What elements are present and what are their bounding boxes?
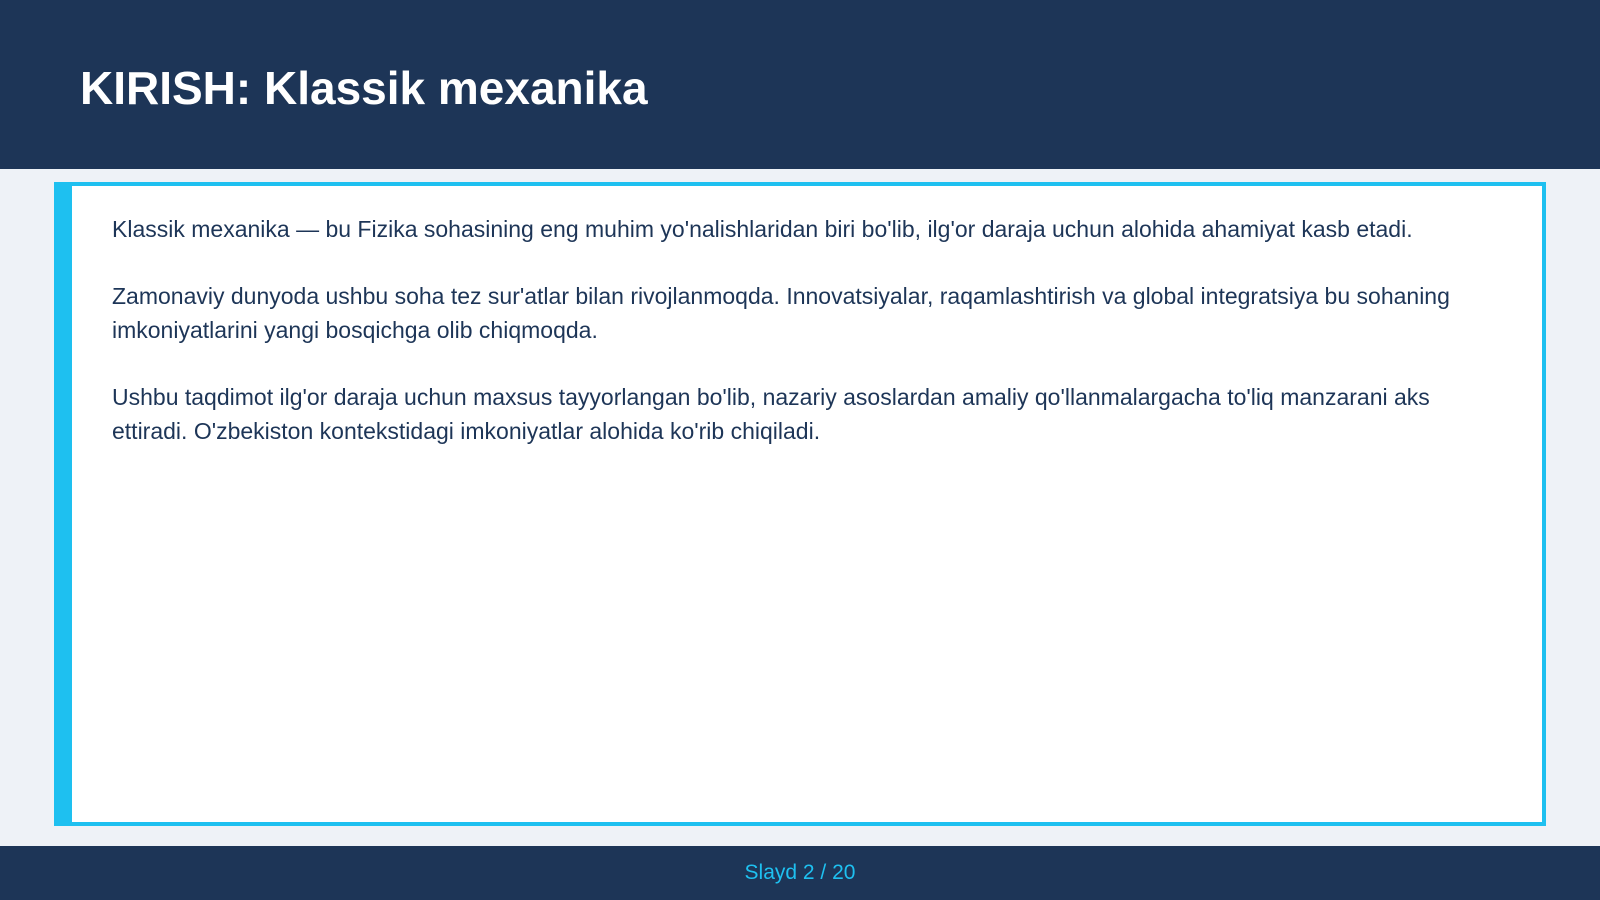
content-body — [112, 212, 1492, 481]
slide-title: KIRISH: Klassik mexanika — [80, 62, 648, 114]
content-card — [54, 182, 1546, 826]
paragraph-modern-world: Zamonaviy dunyoda ushbu soha tez sur'atlar bilan rivojlanmoqda. Innovatsiyalar, raqamlashtirish va global integratsiya bu sohaning imkoniyatlarini yangi bosqichga olib chiqmoqda. — [112, 283, 1450, 343]
paragraph-presentation-scope: Ushbu taqdimot ilg'or daraja uchun maxsus tayyorlangan bo'lib, nazariy asoslardan amaliy qo'llanmalargacha to'liq manzarani aks ettiradi. O'zbekiston kontekstidagi imkoniyatlar alohida ko'rib chiqiladi. — [112, 384, 1430, 444]
slide-counter: Slayd 2 / 20 — [744, 861, 856, 884]
slide-footer — [0, 846, 1600, 900]
slide-header — [0, 0, 1600, 169]
paragraph-intro: Klassik mexanika — bu Fizika sohasining eng muhim yo'nalishlaridan biri bo'lib, ilg'or daraja uchun alohida ahamiyat kasb etadi. — [112, 216, 1413, 242]
